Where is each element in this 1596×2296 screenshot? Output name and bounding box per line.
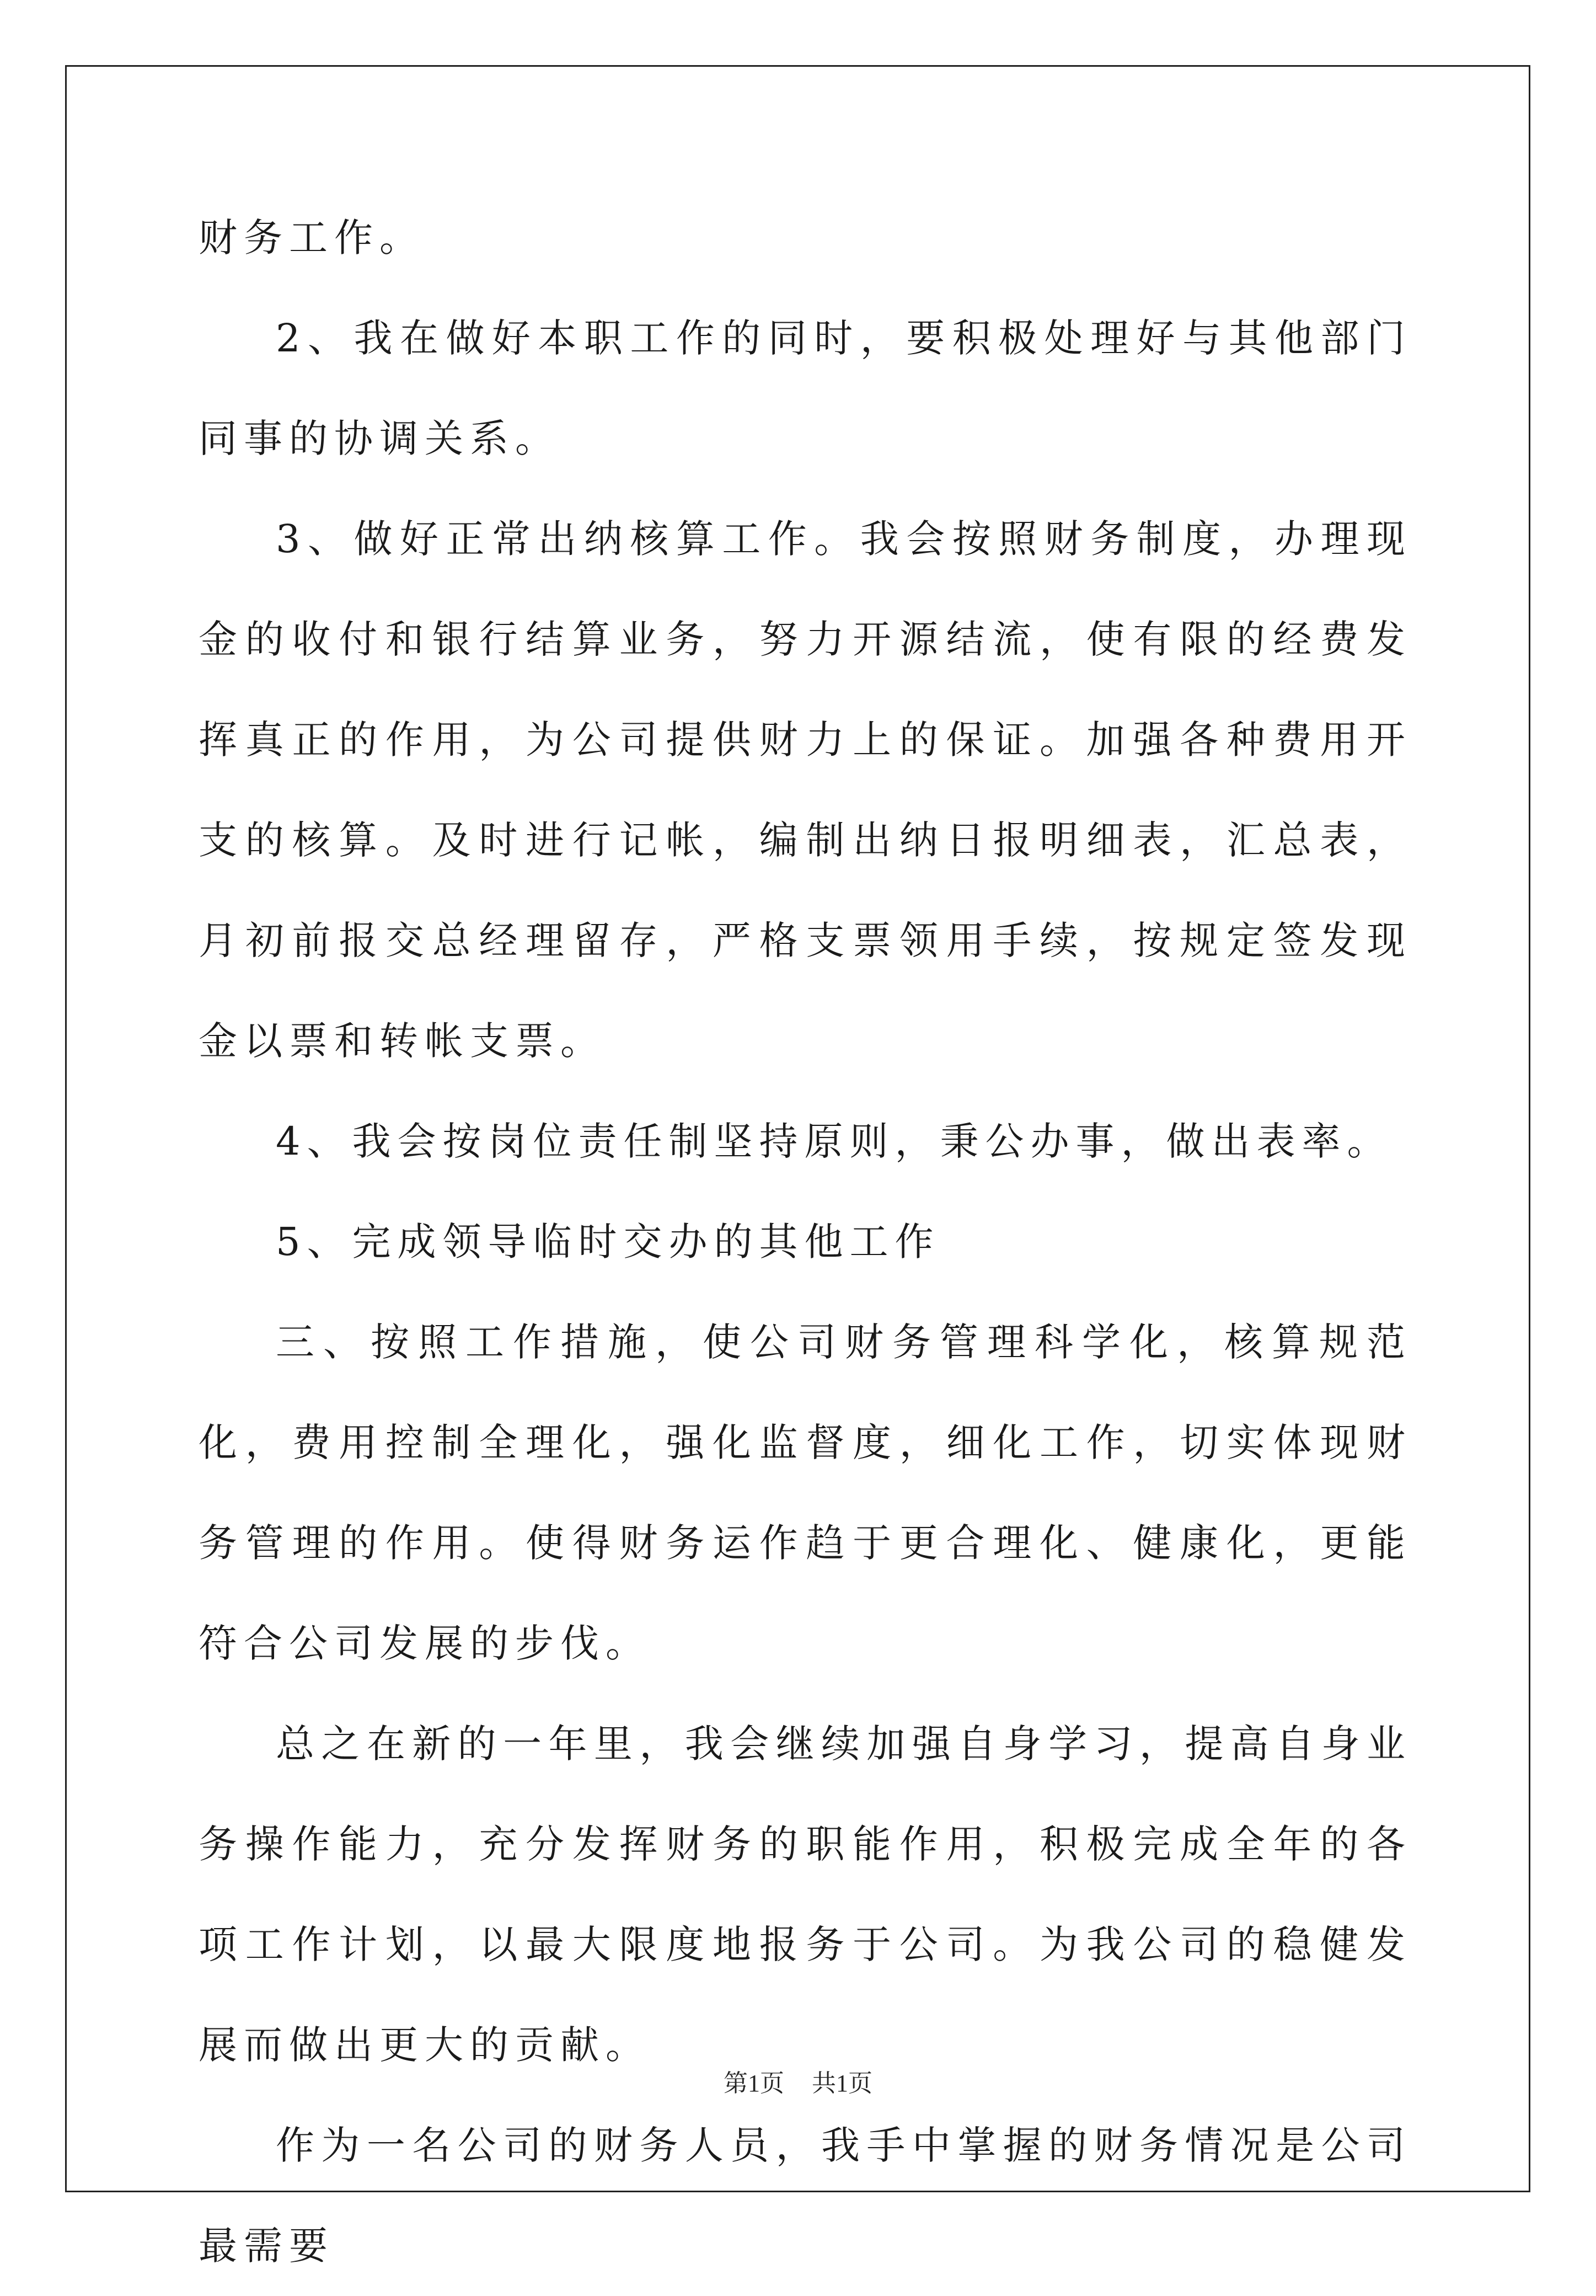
page-footer bbox=[0, 2063, 1596, 2099]
paragraph: 4、我会按岗位责任制坚持原则，秉公办事，做出表率。 bbox=[276, 1119, 1393, 1164]
paragraph: 3、做好正常出纳核算工作。我会按照财务制度，办理现金的收付和银行结算业务，努力开源结流，使有限的经费发挥真正的作用，为公司提供财力上的保证。加强各种费用开支的核算。及时进行记帐，编制出纳日报明细表，汇总表，月初前报交总经理留存，严格支票领用手续，按规定签发现金以票和转帐支票。 bbox=[199, 516, 1412, 1064]
paragraph: 作为一名公司的财务人员，我手中掌握的财务情况是公司最需要 bbox=[199, 2123, 1412, 2268]
paragraph: 三、按照工作措施，使公司财务管理科学化，核算规范化，费用控制全理化，强化监督度，细化工作，切实体现财务管理的作用。使得财务运作趋于更合理化、健康化，更能符合公司发展的步伐。 bbox=[199, 1320, 1412, 1666]
paragraph: 5、完成领导临时交办的其他工作 bbox=[276, 1219, 940, 1264]
paragraph: 总之在新的一年里，我会继续加强自身学习，提高自身业务操作能力，充分发挥财务的职能作用，积极完成全年的各项工作计划，以最大限度地报务于公司。为我公司的稳健发展而做出更大的贡献。 bbox=[199, 1721, 1412, 2068]
paragraph: 2、我在做好本职工作的同时，要积极处理好与其他部门同事的协调关系。 bbox=[199, 316, 1412, 461]
paragraph: 财务工作。 bbox=[199, 215, 425, 260]
page-number: 第1页 bbox=[724, 2070, 784, 2097]
page-total: 共1页 bbox=[812, 2070, 872, 2097]
document-body bbox=[199, 188, 1412, 2296]
